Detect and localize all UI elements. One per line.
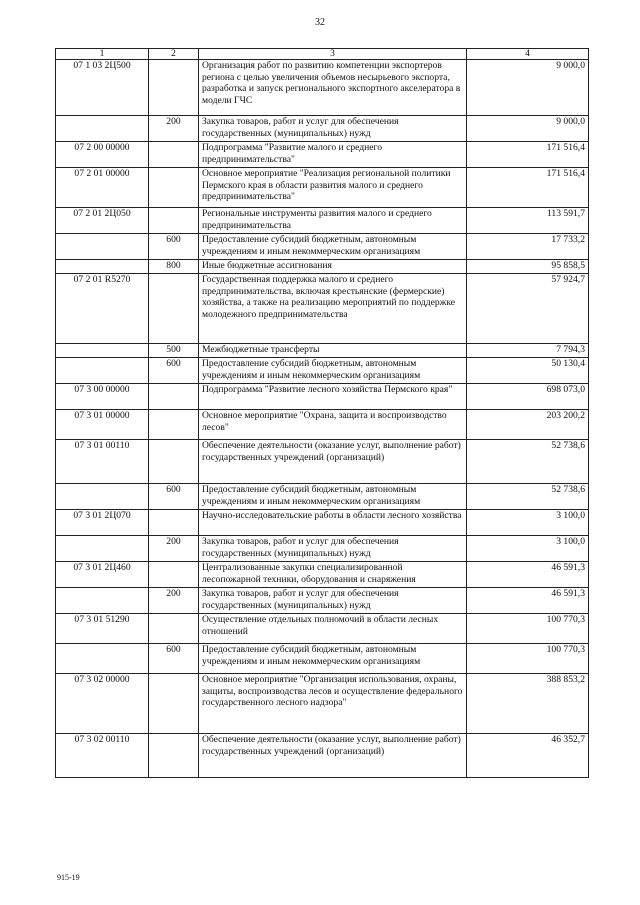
row-code	[56, 234, 149, 260]
table-row	[56, 116, 589, 142]
table-row	[56, 260, 589, 274]
table-row	[56, 208, 589, 234]
row-amount: 95 858,5	[467, 260, 589, 274]
row-description: Подпрограмма "Развитие лесного хозяйства Пермского края"	[199, 384, 467, 410]
table-row	[56, 344, 589, 358]
row-code	[56, 484, 149, 510]
row-amount: 698 073,0	[467, 384, 589, 410]
row-code: 07 2 01 R5270	[56, 274, 149, 344]
row-amount: 3 100,0	[467, 510, 589, 536]
row-code	[56, 260, 149, 274]
row-description: Организация работ по развитию компетенции экспортеров региона с целью увеличения объемов несырьевого экспорта, разработка и запуск регионального экспортного акселератора в модели ГЧС	[199, 60, 467, 116]
row-description: Предоставление субсидий бюджетным, автономным учреждениям и иным некоммерческим организациям	[199, 644, 467, 674]
table-row	[56, 536, 589, 562]
budget-table	[55, 48, 589, 778]
row-amount: 388 853,2	[467, 674, 589, 734]
row-code: 07 3 01 51290	[56, 614, 149, 644]
row-expense-type	[149, 410, 199, 440]
table-row	[56, 168, 589, 208]
row-amount: 113 591,7	[467, 208, 589, 234]
column-header-1: 1	[56, 49, 149, 60]
row-amount: 52 738,6	[467, 440, 589, 484]
table-row	[56, 734, 589, 778]
row-description: Закупка товаров, работ и услуг для обеспечения государственных (муниципальных) нужд	[199, 536, 467, 562]
table-row	[56, 484, 589, 510]
row-expense-type: 600	[149, 484, 199, 510]
table-row	[56, 410, 589, 440]
row-amount: 46 352,7	[467, 734, 589, 778]
row-expense-type	[149, 168, 199, 208]
table-row	[56, 60, 589, 116]
row-expense-type	[149, 384, 199, 410]
row-description: Предоставление субсидий бюджетным, автономным учреждениям и иным некоммерческим организациям	[199, 484, 467, 510]
table-row	[56, 562, 589, 588]
table-row	[56, 674, 589, 734]
table-row	[56, 142, 589, 168]
row-amount: 7 794,3	[467, 344, 589, 358]
row-expense-type: 500	[149, 344, 199, 358]
row-code: 07 2 01 2Ц050	[56, 208, 149, 234]
row-code: 07 3 01 2Ц460	[56, 562, 149, 588]
row-description: Подпрограмма "Развитие малого и среднего предпринимательства"	[199, 142, 467, 168]
table-row	[56, 274, 589, 344]
row-expense-type	[149, 614, 199, 644]
row-description: Предоставление субсидий бюджетным, автономным учреждениям и иным некоммерческим организациям	[199, 234, 467, 260]
row-code	[56, 344, 149, 358]
row-amount: 3 100,0	[467, 536, 589, 562]
table-row	[56, 440, 589, 484]
row-amount: 46 591,3	[467, 562, 589, 588]
row-description: Обеспечение деятельности (оказание услуг, выполнение работ) государственных учреждений (организаций)	[199, 734, 467, 778]
row-amount: 203 200,2	[467, 410, 589, 440]
row-amount: 57 924,7	[467, 274, 589, 344]
row-expense-type: 200	[149, 536, 199, 562]
page-number: 32	[315, 17, 325, 28]
row-code	[56, 588, 149, 614]
table-body	[56, 60, 589, 778]
row-description: Государственная поддержка малого и среднего предпринимательства, включая крестьянские (фермерские) хозяйства, а также на реализацию мероприятий по поддержке молодежного предпринимательства	[199, 274, 467, 344]
row-expense-type: 600	[149, 234, 199, 260]
row-description: Осуществление отдельных полномочий в области лесных отношений	[199, 614, 467, 644]
row-expense-type: 200	[149, 116, 199, 142]
row-code: 07 3 00 00000	[56, 384, 149, 410]
row-amount: 9 000,0	[467, 116, 589, 142]
row-amount: 100 770,3	[467, 614, 589, 644]
row-description: Научно-исследовательские работы в области лесного хозяйства	[199, 510, 467, 536]
row-expense-type: 200	[149, 588, 199, 614]
row-code: 07 2 00 00000	[56, 142, 149, 168]
row-expense-type	[149, 274, 199, 344]
column-header-4: 4	[467, 49, 589, 60]
row-expense-type	[149, 734, 199, 778]
document-footer-code: 915-19	[57, 873, 80, 882]
table-header	[56, 49, 589, 60]
row-description: Централизованные закупки специализированной лесопожарной техники, оборудования и снаряжения	[199, 562, 467, 588]
row-code: 07 3 02 00000	[56, 674, 149, 734]
column-header-3: 3	[199, 49, 467, 60]
row-code: 07 3 01 2Ц070	[56, 510, 149, 536]
row-description: Основное мероприятие "Организация использования, охраны, защиты, воспроизводства лесов и осуществление федерального государственного лесного надзора"	[199, 674, 467, 734]
row-expense-type	[149, 142, 199, 168]
row-expense-type	[149, 562, 199, 588]
table-row	[56, 614, 589, 644]
row-description: Основное мероприятие "Охрана, защита и воспроизводство лесов"	[199, 410, 467, 440]
row-code: 07 1 03 2Ц500	[56, 60, 149, 116]
row-description: Обеспечение деятельности (оказание услуг, выполнение работ) государственных учреждений (организаций)	[199, 440, 467, 484]
row-expense-type: 800	[149, 260, 199, 274]
row-code: 07 2 01 00000	[56, 168, 149, 208]
row-description: Основное мероприятие "Реализация региональной политики Пермского края в области развития малого и среднего предпринимательства"	[199, 168, 467, 208]
row-code: 07 3 02 00110	[56, 734, 149, 778]
table-row	[56, 384, 589, 410]
row-code: 07 3 01 00110	[56, 440, 149, 484]
row-expense-type	[149, 510, 199, 536]
row-amount: 46 591,3	[467, 588, 589, 614]
row-expense-type: 600	[149, 358, 199, 384]
row-expense-type	[149, 208, 199, 234]
row-description: Региональные инструменты развития малого и среднего предпринимательства	[199, 208, 467, 234]
table-row	[56, 510, 589, 536]
row-amount: 52 738,6	[467, 484, 589, 510]
row-code	[56, 116, 149, 142]
row-amount: 171 516,4	[467, 168, 589, 208]
row-description: Межбюджетные трансферты	[199, 344, 467, 358]
row-expense-type	[149, 674, 199, 734]
row-amount: 17 733,2	[467, 234, 589, 260]
row-code	[56, 644, 149, 674]
table-row	[56, 358, 589, 384]
row-amount: 50 130,4	[467, 358, 589, 384]
row-amount: 100 770,3	[467, 644, 589, 674]
row-code: 07 3 01 00000	[56, 410, 149, 440]
row-amount: 9 000,0	[467, 60, 589, 116]
column-header-2: 2	[149, 49, 199, 60]
table-row	[56, 588, 589, 614]
row-description: Закупка товаров, работ и услуг для обеспечения государственных (муниципальных) нужд	[199, 588, 467, 614]
row-expense-type: 600	[149, 644, 199, 674]
row-amount: 171 516,4	[467, 142, 589, 168]
table-row	[56, 234, 589, 260]
row-expense-type	[149, 440, 199, 484]
row-code	[56, 536, 149, 562]
row-description: Иные бюджетные ассигнования	[199, 260, 467, 274]
row-description: Предоставление субсидий бюджетным, автономным учреждениям и иным некоммерческим организациям	[199, 358, 467, 384]
table-row	[56, 644, 589, 674]
row-description: Закупка товаров, работ и услуг для обеспечения государственных (муниципальных) нужд	[199, 116, 467, 142]
row-code	[56, 358, 149, 384]
row-expense-type	[149, 60, 199, 116]
